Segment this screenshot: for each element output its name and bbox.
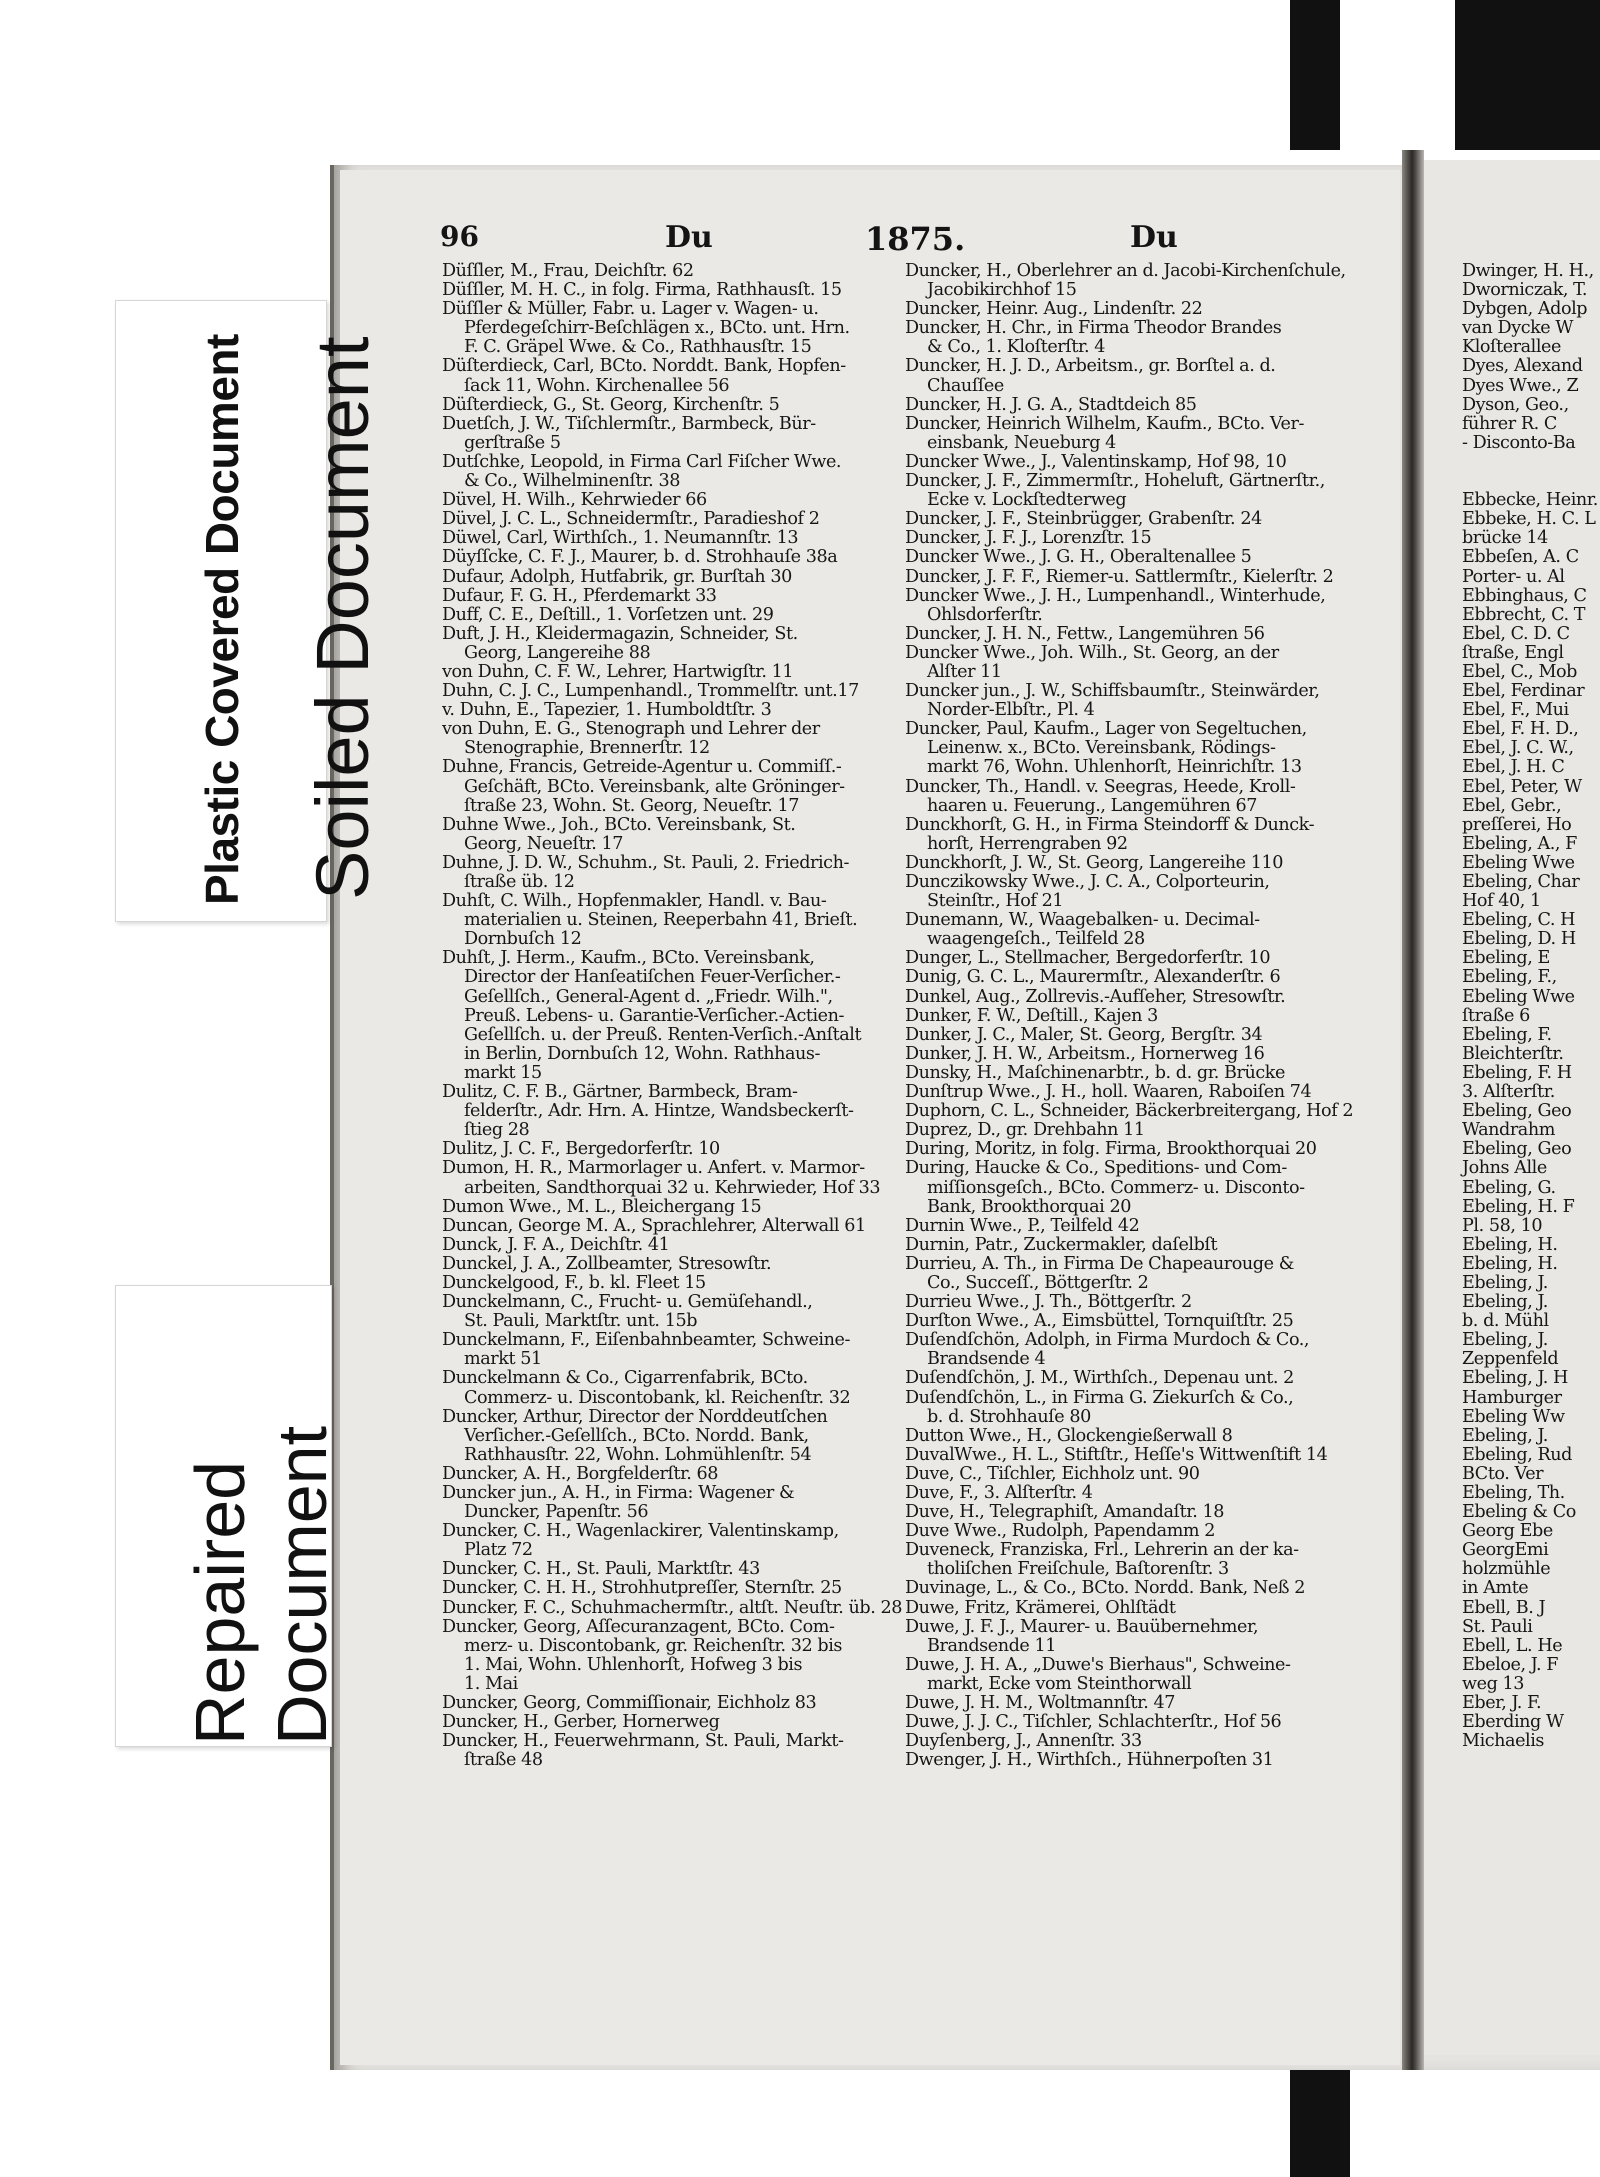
directory-entry-line: haaren u. Feuerung., Langemühren 67 [927,796,1257,816]
directory-entry-line: Duhne, Francis, Getreide-Agentur u. Commiſſ.- [442,758,842,778]
directory-entry-line: Düyſſcke, C. F. J., Maurer, b. d. Strohhauſe 38a [442,548,838,568]
directory-entry-fragment: Ebeling, F. [1462,1024,1552,1045]
directory-entry-fragment: Ebeling, A., F [1462,833,1577,854]
page-number: 96 [440,220,479,253]
directory-entry-fragment: Ebeloe, J. F [1462,1654,1559,1675]
directory-entry-line: Dunkel, Aug., Zollrevis.-Aufſeher, Stresowſtr. [905,987,1286,1007]
directory-entry-line: Dufaur, F. G. H., Pferdemarkt 33 [442,586,717,606]
directory-entry-line: Dunck, J. F. A., Deichſtr. 41 [442,1235,670,1255]
directory-entry-line: Duncker, Georg, Aſſecuranzagent, BCto. Com- [442,1617,835,1637]
directory-entry-fragment: Ebbeſen, A. C [1462,547,1579,568]
directory-entry-fragment: BCto. Ver [1462,1463,1544,1484]
directory-entry-line: Dornbuſch 12 [464,930,582,950]
directory-entry-line: Dutton Wwe., H., Glockengießerwall 8 [905,1426,1233,1446]
directory-entry-line: & Co., 1. Kloſterſtr. 4 [927,338,1106,358]
directory-entry-line: Duncker, F. C., Schuhmachermſtr., altſt. Neuſtr. üb. 28 [442,1598,902,1618]
directory-entry-fragment: Ebeling, G. [1462,1177,1556,1198]
directory-entry-line: Duphorn, C. L., Schneider, Bäckerbreitergang, Hof 2 [905,1102,1354,1122]
directory-entry-fragment: Ebeling, J. [1462,1292,1548,1313]
directory-entry-line: Chauſſee [927,376,1004,396]
directory-entry-line: Preuß. Lebens- u. Garantie-Verſicher.-Actien- [464,1006,845,1026]
directory-entry-line: von Duhn, C. F. W., Lehrer, Hartwigſtr. 11 [442,662,794,682]
directory-entry-line: Duncker Wwe., J., Valentinskamp, Hof 98, 10 [905,452,1287,472]
directory-entry-line: Duncker, C. H. H., Strohhutpreſſer, Sternſtr. 25 [442,1579,842,1599]
directory-entry-line: Brandsende 4 [927,1350,1046,1370]
directory-entry-line: Geſellſch., General-Agent d. „Friedr. Wilh.", [464,987,833,1007]
directory-entry-line: ſtraße 48 [464,1751,543,1771]
directory-entry-line: Duveneck, Franziska, Frl., Lehrerin an der ka- [905,1541,1299,1561]
directory-entry-line: Leinenw. x., BCto. Vereinsbank, Rödings- [927,739,1276,759]
directory-entry-line: Duncker, J. F., Zimmermſtr., Hoheluft, Gärtnerſtr., [905,472,1325,492]
directory-entry-line: St. Pauli, Marktſtr. unt. 15b [464,1312,698,1332]
directory-entry-line: v. Duhn, E., Tapezier, 1. Humboldtſtr. 3 [442,701,772,721]
directory-entry-line: Dunig, G. C. L., Maurermſtr., Alexanderſtr. 6 [905,968,1281,988]
directory-entry-line: Dumon, H. R., Marmorlager u. Anfert. v. Marmor- [442,1159,865,1179]
directory-entry-line: Duwe, J. H. M., Woltmannſtr. 47 [905,1694,1175,1714]
directory-entry-line: Stenographie, Brennerſtr. 12 [464,739,710,759]
directory-entry-line: Duncker, J. F. J., Lorenzſtr. 15 [905,529,1152,549]
directory-entry-line: Dunckhorſt, G. H., in Firma Steindorff & Dunck- [905,815,1315,835]
sticker-soiled-label: Soiled Document [301,336,384,900]
directory-entry-line: Durrieu, A. Th., in Firma De Chapeaurouge & [905,1254,1294,1274]
directory-entry-line: Duſendſchön, L., in Firma G. Ziekurſch & Co., [905,1388,1294,1408]
directory-entry-line: von Duhn, E. G., Stenograph und Lehrer der [442,720,820,740]
directory-entry-fragment: ſtraße 6 [1462,1005,1530,1026]
directory-entry-line: ſtraße 23, Wohn. St. Georg, Neueſtr. 17 [464,796,799,816]
directory-entry-line: Norder-Elbſtr., Pl. 4 [927,701,1095,721]
directory-entry-line: materialien u. Steinen, Reeperbahn 41, Brieſt. [464,911,858,931]
directory-entry-line: horſt, Herrengraben 92 [927,834,1128,854]
directory-entry-fragment [1462,472,1600,491]
directory-column-right [905,262,1400,1770]
directory-entry-line: Co., Succeſſ., Böttgerſtr. 2 [927,1273,1149,1293]
directory-entry-fragment: Georg Ebe [1462,1521,1553,1542]
directory-entry-line: 1. Mai [464,1674,518,1694]
directory-entry-fragment: Ebbrecht, C. T [1462,604,1586,625]
directory-entry-fragment: Ebeling, Th. [1462,1483,1565,1503]
directory-entry-fragment: Ebel, F., Mui [1462,700,1569,721]
directory-entry-line: Duncker, H., Feuerwehrmann, St. Pauli, Markt- [442,1732,844,1752]
directory-entry-fragment: Eber, J. F. [1462,1693,1542,1714]
directory-entry-fragment: Zeppenfeld [1462,1349,1559,1370]
directory-entry-line: Duyſenberg, J., Annenſtr. 33 [905,1732,1142,1752]
directory-entry-line: Durſton Wwe., A., Eimsbüttel, Tornquiſtſtr. 25 [905,1312,1294,1332]
directory-entry-line: Düvel, J. C. L., Schneidermſtr., Paradieshof 2 [442,510,820,530]
directory-entry-fragment: Wandrahm [1462,1120,1555,1141]
directory-entry-line: Durrieu Wwe., J. Th., Böttgerſtr. 2 [905,1293,1192,1313]
directory-entry-line: Dwenger, J. H., Wirthſch., Hühnerpoſten 31 [905,1751,1274,1771]
directory-entry-line: Steinſtr., Hof 21 [927,892,1064,912]
directory-entry-line: Duncker, J. F. F., Riemer-u. Sattlermſtr., Kielerſtr. 2 [905,567,1334,587]
directory-entry-fragment: Dyes, Alexand [1462,356,1583,377]
directory-entry-line: Duwe, J. H. A., „Duwe's Bierhaus", Schweine- [905,1655,1291,1675]
directory-entry-line: Bank, Brookthorquai 20 [927,1197,1131,1217]
directory-entry-line: Pferdegeſchirr-Beſchlägen x., BCto. unt. Hrn. [464,319,850,339]
directory-entry-line: Commerz- u. Discontobank, kl. Reichenſtr. 32 [464,1388,851,1408]
directory-entry-line: Duncker, Th., Handl. v. Seegras, Heede, Kroll- [905,777,1296,797]
directory-entry-line: Duwe, J. F. J., Maurer- u. Bauübernehmer, [905,1617,1259,1637]
directory-entry-line: tholiſchen Freiſchule, Baſtorenſtr. 3 [927,1560,1229,1580]
directory-entry-line: Ohlsdorferſtr. [927,605,1043,625]
directory-entry-line: Dunckelmann & Co., Cigarrenfabrik, BCto. [442,1369,808,1389]
directory-entry-line: arbeiten, Sandthorquai 32 u. Kehrwieder, Hof 33 [464,1178,881,1198]
directory-entry-line: Duncker, H. J. G. A., Stadtdeich 85 [905,395,1197,415]
directory-entry-fragment: Dyes Wwe., Z [1462,375,1579,396]
directory-entry-line: During, Haucke & Co., Speditions- und Com- [905,1159,1287,1179]
directory-entry-line: Duncker, Paul, Kaufm., Lager von Segeltuchen, [905,720,1307,740]
directory-entry-fragment: Ebeling, F. H [1462,1062,1572,1083]
directory-column-left [442,262,912,1770]
directory-entry-line: Duncker, Arthur, Director der Norddeutſchen [442,1407,828,1427]
directory-entry-line: gerſtraße 5 [464,433,561,453]
directory-entry-line: Brandsende 11 [927,1636,1056,1656]
directory-entry-line: Dutſchke, Leopold, in Firma Carl Fiſcher Wwe. [442,452,842,472]
directory-entry-line: Duncker, H., Gerber, Hornerweg [442,1713,720,1733]
directory-entry-line: Dumon Wwe., M. L., Bleichergang 15 [442,1197,762,1217]
directory-entry-line: Dunſtrup Wwe., J. H., holl. Waaren, Raboiſen 74 [905,1083,1312,1103]
directory-entry-line: Ecke v. Lockſtedterweg [927,491,1127,511]
directory-entry-line: Duft, J. H., Kleidermagazin, Schneider, St. [442,624,798,644]
directory-entry-fragment: Ebel, J. H. C [1462,757,1565,778]
directory-entry-fragment: Ebeling, J. [1462,1330,1548,1351]
directory-entry-line: Duwe, Fritz, Krämerei, Ohlſtädt [905,1598,1176,1618]
directory-entry-fragment: van Dycke W [1462,318,1574,339]
directory-entry-line: Durnin, Patr., Zuckermakler, daſelbſt [905,1235,1218,1255]
directory-entry-line: Geſellſch. u. der Preuß. Renten-Verſich.-Anſtalt [464,1025,862,1045]
directory-entry-fragment: Ebeling, C. H [1462,910,1576,931]
directory-entry-line: ſtieg 28 [464,1121,530,1141]
directory-entry-fragment: Hamburger [1462,1387,1562,1408]
directory-entry-line: Duhn, C. J. C., Lumpenhandl., Trommelſtr. unt.17 [442,682,859,702]
directory-entry-fragment: Ebeling & Co [1462,1502,1576,1523]
directory-entry-line: miſſionsgeſch., BCto. Commerz- u. Disconto- [927,1178,1305,1198]
sticker-repaired-label: Repaired [181,1460,259,1745]
directory-entry-line: ſack 11, Wohn. Kirchenallee 56 [464,376,730,396]
directory-entry-line: Düſterdieck, G., St. Georg, Kirchenſtr. 5 [442,395,780,415]
directory-entry-fragment: Ebel, C. D. C [1462,623,1570,644]
directory-entry-line: Dunemann, W., Waagebalken- u. Decimal- [905,911,1260,931]
directory-entry-fragment: Ebeling, H. [1462,1234,1558,1255]
directory-entry-line: Duve, F., 3. Alſterſtr. 4 [905,1484,1093,1503]
directory-entry-fragment: Ebeling, H. [1462,1253,1558,1274]
directory-entry-fragment: Ebel, F. H. D., [1462,719,1579,740]
directory-entry-line: markt 15 [464,1063,542,1083]
directory-entry-line: Duncker, J. H. N., Fettw., Langemühren 56 [905,624,1265,644]
directory-entry-line: Duncker, H., Oberlehrer an d. Jacobi-Kirchenſchule, [905,262,1346,281]
directory-entry-fragment: Ebeling, J. H [1462,1368,1568,1389]
directory-entry-line: Duvinage, L., & Co., BCto. Nordd. Bank, Neß 2 [905,1579,1305,1599]
directory-entry-fragment: Ebeling Ww [1462,1406,1565,1427]
directory-entry-line: Duff, C. E., Deſtill., 1. Vorſetzen unt. 29 [442,605,774,625]
directory-entry-line: Geſchäft, BCto. Vereinsbank, alte Gröninger- [464,777,845,797]
directory-entry-fragment: Dwinger, H. H., [1462,261,1594,281]
directory-entry-line: Rathhausſtr. 22, Wohn. Lohmühlenſtr. 54 [464,1445,812,1465]
directory-entry-fragment: ſtraße, Engl [1462,642,1564,663]
directory-entry-line: Duncker Wwe., Joh. Wilh., St. Georg, an der [905,643,1279,663]
directory-entry-line: Dulitz, J. C. F., Bergedorferſtr. 10 [442,1140,720,1160]
directory-entry-fragment: Dworniczak, T. [1462,280,1588,301]
directory-entry-line: Duncker, Heinrich Wilhelm, Kaufm., BCto. Ver- [905,414,1304,434]
directory-entry-fragment: Ebeling Wwe [1462,852,1575,873]
directory-entry-fragment: 3. Alſterſtr. [1462,1082,1555,1103]
directory-entry-line: Düſſler, M., Frau, Deichſtr. 62 [442,262,694,281]
directory-entry-fragment: Kloſterallee [1462,337,1561,358]
directory-entry-line: Duwe, J. J. C., Tiſchler, Schlachterſtr., Hof 56 [905,1713,1282,1733]
directory-entry-fragment: Hof 40, 1 [1462,891,1541,912]
binder-clip-top-right [1455,0,1600,150]
directory-entry-fragment: Dybgen, Adolp [1462,299,1588,320]
directory-entry-fragment [1462,453,1600,472]
directory-entry-fragment: Ebeling Wwe [1462,986,1575,1007]
directory-entry-line: Duncker Wwe., J. H., Lumpenhandl., Winterhude, [905,586,1326,606]
directory-entry-fragment: Pl. 58, 10 [1462,1215,1543,1236]
directory-entry-line: Dunckhorſt, J. W., St. Georg, Langereihe 110 [905,853,1284,873]
directory-entry-line: DuvalWwe., H. L., Stiftſtr., Heſſe's Wittwenſtift 14 [905,1445,1328,1465]
directory-entry-fragment: Eberding W [1462,1712,1564,1733]
directory-entry-line: Dunckelgood, F., b. kl. Fleet 15 [442,1273,706,1293]
directory-entry-line: ſtraße üb. 12 [464,873,575,892]
directory-entry-line: Duprez, D., gr. Drehbahn 11 [905,1121,1145,1141]
directory-entry-line: Duhne Wwe., Joh., BCto. Vereinsbank, St. [442,815,796,835]
directory-entry-line: markt, Ecke vom Steinthorwall [927,1674,1192,1694]
directory-entry-fragment: Porter- u. Al [1462,566,1565,587]
directory-entry-line: Duncker, H. Chr., in Firma Theodor Brandes [905,319,1282,339]
directory-entry-line: Duncker, Papenſtr. 56 [464,1503,649,1523]
sticker-document-label: Document [263,1425,341,1745]
directory-entry-line: Duve, C., Tiſchler, Eichholz unt. 90 [905,1464,1200,1484]
directory-entry-fragment: Ebel, Gebr., [1462,795,1562,816]
directory-entry-line: Duſendſchön, Adolph, in Firma Murdoch & Co., [905,1331,1310,1351]
directory-entry-fragment: Michaelis [1462,1731,1544,1752]
directory-entry-line: Duncker jun., J. W., Schiffsbaumſtr., Steinwärder, [905,682,1320,702]
running-head-right: Du [1130,220,1178,255]
directory-entry-line: Duncan, George M. A., Sprachlehrer, Alterwall 61 [442,1216,866,1236]
running-head-year: 1875. [865,220,966,258]
directory-entry-line: Dunczikowsky Wwe., J. C. A., Colporteurin, [905,873,1270,892]
directory-entry-fragment: Ebell, L. He [1462,1635,1563,1656]
directory-entry-fragment: St. Pauli [1462,1616,1533,1637]
directory-entry-line: & Co., Wilhelminenſtr. 38 [464,472,680,492]
directory-entry-line: Alſter 11 [927,662,1002,682]
directory-entry-line: Duncker, J. F., Steinbrügger, Grabenſtr. 24 [905,510,1262,530]
running-head-left: Du [665,220,713,255]
directory-entry-fragment: Ebel, Peter, W [1462,776,1582,797]
directory-entry-line: Duncker, A. H., Borgfelderſtr. 68 [442,1464,718,1484]
directory-entry-fragment: Ebeling, J. [1462,1425,1548,1446]
directory-entry-fragment: Johns Alle [1462,1158,1547,1179]
directory-entry-line: Director der Hanſeatiſchen Feuer-Verſicher.- [464,968,841,988]
directory-entry-line: Duncker, Heinr. Aug., Lindenſtr. 22 [905,300,1203,320]
directory-entry-line: Dunckelmann, F., Eiſenbahnbeamter, Schweine- [442,1331,850,1351]
directory-entry-fragment: Dyson, Geo., [1462,394,1569,415]
directory-entry-line: Düwel, Carl, Wirthſch., 1. Neumannſtr. 13 [442,529,799,549]
directory-entry-line: Duhſt, C. Wilh., Hopfenmakler, Handl. v. Bau- [442,892,827,912]
directory-entry-fragment: Ebeling, H. F [1462,1196,1575,1217]
directory-entry-fragment: Ebell, B. J [1462,1597,1546,1618]
directory-entry-line: 1. Mai, Wohn. Uhlenhorſt, Hofweg 3 bis [464,1655,803,1675]
directory-entry-fragment: Ebbecke, Heinr. [1462,490,1598,511]
directory-entry-line: Verſicher.-Geſellſch., BCto. Nordd. Bank, [464,1426,809,1446]
directory-entry-fragment: Ebbinghaus, C [1462,585,1587,606]
directory-entry-fragment: Ebel, Ferdinar [1462,681,1585,702]
directory-entry-line: in Berlin, Dornbuſch 12, Wohn. Rathhaus- [464,1044,820,1064]
directory-entry-fragment: Ebbeke, H. C. L [1462,509,1596,530]
directory-entry-line: markt 76, Wohn. Uhlenhorſt, Heinrichſtr. 13 [927,758,1302,778]
directory-entry-line: Düſſler & Müller, Fabr. u. Lager v. Wagen- u. [442,300,819,320]
book-gutter [1402,150,1424,2070]
directory-entry-fragment: in Amte [1462,1578,1529,1599]
directory-entry-fragment: Ebeling, Char [1462,872,1580,892]
directory-entry-line: Duve, H., Telegraphiſt, Amandaſtr. 18 [905,1503,1225,1523]
directory-entry-line: waagengeſch., Teilfeld 28 [927,930,1145,950]
directory-entry-line: einsbank, Neueburg 4 [927,433,1116,453]
directory-entry-line: Düſſler, M. H. C., in folg. Firma, Rathhausſt. 15 [442,281,842,301]
directory-entry-line: Düvel, H. Wilh., Kehrwieder 66 [442,491,707,511]
directory-entry-line: Dunckelmann, C., Frucht- u. Gemüſehandl., [442,1293,813,1313]
directory-entry-line: During, Moritz, in folg. Firma, Brookthorquai 20 [905,1140,1317,1160]
directory-entry-fragment: GeorgEmi [1462,1540,1549,1561]
directory-entry-line: Duſendſchön, J. M., Wirthſch., Depenau unt. 2 [905,1369,1294,1389]
directory-entry-line: Georg, Langereihe 88 [464,643,651,663]
directory-entry-fragment: führer R. C [1462,413,1557,434]
sticker-plastic-covered-label: Plastic Covered Document [196,334,248,905]
directory-entry-fragment: - Disconto-Ba [1462,432,1576,453]
directory-entry-line: felderſtr., Adr. Hrn. A. Hintze, Wandsbeckerſt- [464,1102,854,1122]
directory-entry-line: Duncker Wwe., J. G. H., Oberaltenallee 5 [905,548,1252,568]
directory-entry-line: Dulitz, C. F. B., Gärtner, Barmbeck, Bram- [442,1083,798,1103]
binder-clip-top-left [1290,0,1340,150]
directory-entry-fragment: Ebeling, Geo [1462,1139,1572,1160]
directory-entry-fragment: brücke 14 [1462,528,1548,549]
directory-entry-fragment: Ebeling, F., [1462,967,1557,988]
directory-entry-line: Dunger, L., Stellmacher, Bergedorferſtr. 10 [905,949,1271,969]
directory-entry-fragment: Ebel, J. C. W., [1462,738,1574,759]
directory-entry-line: Duncker, C. H., Wagenlackirer, Valentinskamp, [442,1522,839,1542]
directory-entry-line: Georg, Neueſtr. 17 [464,834,623,854]
directory-entry-line: Durnin Wwe., P., Teilfeld 42 [905,1216,1140,1236]
directory-entry-fragment: weg 13 [1462,1673,1525,1694]
directory-entry-fragment: Ebeling, E [1462,948,1550,969]
directory-entry-line: Dunker, F. W., Deſtill., Kajen 3 [905,1006,1158,1026]
directory-entry-line: Duncker jun., A. H., in Firma: Wagener & [442,1484,795,1503]
directory-entry-line: Dunsky, H., Maſchinenarbtr., b. d. gr. Brücke [905,1063,1285,1083]
directory-entry-line: Dufaur, Adolph, Hutfabrik, gr. Burſtah 30 [442,567,792,587]
directory-entry-line: merz- u. Discontobank, gr. Reichenſtr. 32 bis [464,1636,842,1656]
directory-entry-line: Dunker, J. H. W., Arbeitsm., Hornerweg 16 [905,1044,1265,1064]
directory-entry-line: Dunckel, J. A., Zollbeamter, Stresowſtr. [442,1254,772,1274]
directory-entry-line: Duhne, J. D. W., Schuhm., St. Pauli, 2. Friedrich- [442,853,849,873]
directory-entry-fragment: Ebeling, Rud [1462,1444,1572,1465]
directory-entry-line: Duve Wwe., Rudolph, Papendamm 2 [905,1522,1216,1542]
directory-entry-line: Duncker, H. J. D., Arbeitsm., gr. Borſtel a. d. [905,357,1276,377]
directory-entry-fragment: Ebeling, J. [1462,1272,1548,1293]
directory-entry-fragment: Ebeling, D. H [1462,929,1576,950]
directory-column-next-page [1462,262,1600,1751]
directory-entry-line: markt 51 [464,1350,542,1370]
directory-entry-line: Duetſch, J. W., Tiſchlermſtr., Barmbeck, Bür- [442,414,816,434]
directory-entry-fragment: preſſerei, Ho [1462,814,1572,835]
directory-entry-line: Duncker, Georg, Commiſſionair, Eichholz 83 [442,1694,817,1714]
directory-entry-line: b. d. Strohhauſe 80 [927,1407,1091,1427]
directory-entry-fragment: Bleichterſtr. [1462,1043,1564,1064]
directory-entry-line: Dunker, J. C., Maler, St. Georg, Bergſtr. 34 [905,1025,1263,1045]
directory-entry-line: Düſterdieck, Carl, BCto. Norddt. Bank, Hopfen- [442,357,846,377]
directory-entry-fragment: b. d. Mühl [1462,1311,1549,1332]
directory-entry-fragment: Ebel, C., Mob [1462,661,1577,682]
directory-entry-fragment: Ebeling, Geo [1462,1101,1572,1122]
directory-entry-line: Jacobikirchhof 15 [927,281,1077,301]
directory-entry-line: Duncker, C. H., St. Pauli, Marktſtr. 43 [442,1560,760,1580]
directory-entry-line: F. C. Gräpel Wwe. & Co., Rathhausſtr. 15 [464,338,812,358]
directory-entry-line: Platz 72 [464,1541,533,1561]
directory-entry-fragment: holzmühle [1462,1559,1551,1580]
directory-entry-line: Duhſt, J. Herm., Kaufm., BCto. Vereinsbank, [442,949,815,969]
